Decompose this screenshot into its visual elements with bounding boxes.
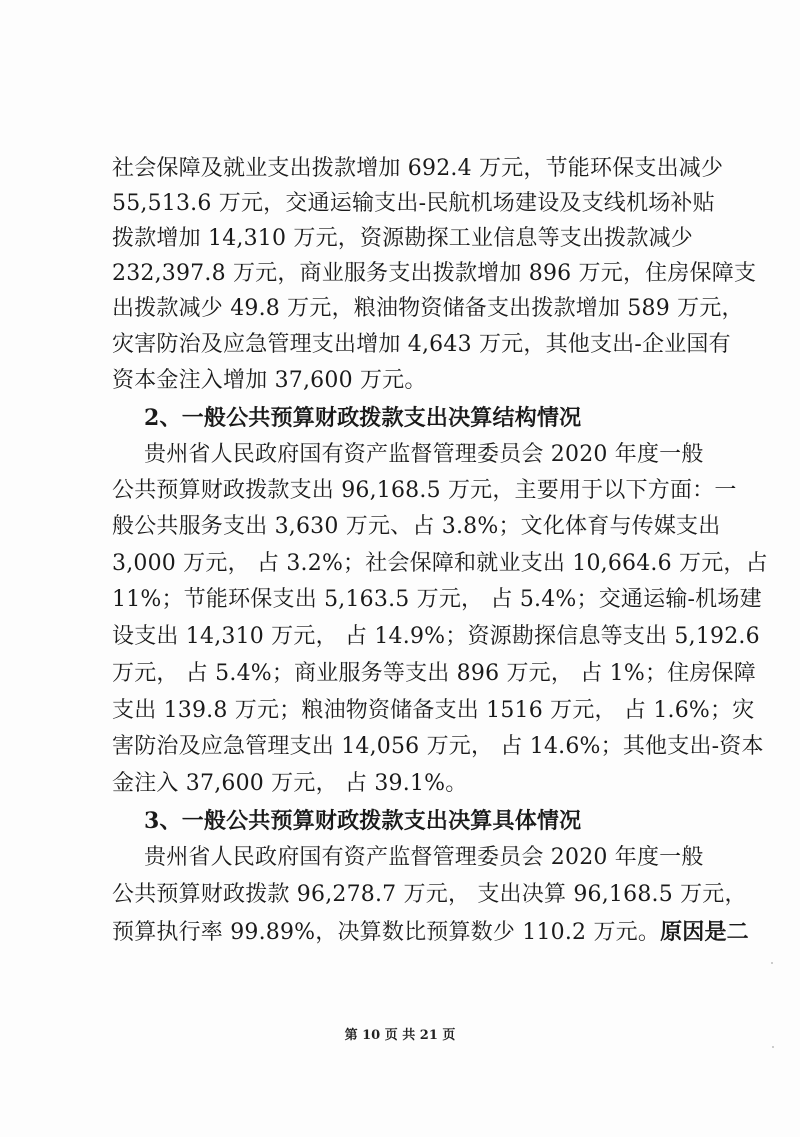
paragraph-line: 万元， 占 5.4%；商业服务等支出 896 万元， 占 1%；住房保障 [112, 661, 756, 686]
paragraph-line: 支出 139.8 万元；粮油物资储备支出 1516 万元， 占 1.6%；灾 [112, 698, 755, 723]
paragraph-line: 金注入 37,600 万元， 占 39.1%。 [112, 771, 468, 796]
paragraph-line: 出拨款减少 49.8 万元，粮油物资储备支出拨款增加 589 万元， [112, 296, 744, 321]
paragraph-line: 社会保障及就业支出拨款增加 692.4 万元，节能环保支出减少 [112, 156, 724, 181]
paragraph-line: 般公共服务支出 3,630 万元、占 3.8%；文化体育与传媒支出 [112, 514, 721, 539]
paragraph-line: 公共预算财政拨款 96,278.7 万元， 支出决算 96,168.5 万元， [112, 882, 747, 907]
page-footer: 第 10 页 共 21 页 [344, 1028, 456, 1043]
paragraph-line: 资本金注入增加 37,600 万元。 [112, 368, 427, 393]
paragraph-line: 3,000 万元， 占 3.2%；社会保障和就业支出 10,664.6 万元，占 [112, 551, 768, 576]
paragraph-text: 预算执行率 99.89%，决算数比预算数少 110.2 万元。 [112, 920, 661, 945]
scan-speck [771, 962, 773, 964]
paragraph-line: 贵州省人民政府国有资产监督管理委员会 2020 年度一般 [144, 845, 704, 870]
paragraph-line: 拨款增加 14,310 万元，资源勘探工业信息等支出拨款减少 [112, 226, 693, 251]
paragraph-line: 232,397.8 万元，商业服务支出拨款增加 896 万元，住房保障支 [112, 261, 757, 286]
paragraph-line: 灾害防治及应急管理支出增加 4,643 万元，其他支出-企业国有 [112, 332, 731, 357]
paragraph-line: 贵州省人民政府国有资产监督管理委员会 2020 年度一般 [144, 442, 704, 467]
paragraph-line: 害防治及应急管理支出 14,056 万元， 占 14.6%；其他支出-资本 [112, 734, 764, 759]
section-heading: 2、一般公共预算财政拨款支出决算结构情况 [144, 405, 582, 431]
paragraph-line: 55,513.6 万元，交通运输支出-民航机场建设及支线机场补贴 [112, 191, 715, 216]
paragraph-line: 设支出 14,310 万元， 占 14.9%；资源勘探信息等支出 5,192.6 [112, 624, 760, 649]
paragraph-line: 11%；节能环保支出 5,163.5 万元， 占 5.4%；交通运输-机场建 [112, 587, 762, 612]
paragraph-line [112, 917, 749, 948]
paragraph-bold-text: 原因是二 [660, 919, 749, 945]
scan-speck [772, 1046, 774, 1048]
paragraph-line: 公共预算财政拨款支出 96,168.5 万元，主要用于以下方面：一 [112, 478, 737, 503]
section-heading: 3、一般公共预算财政拨款支出决算具体情况 [144, 808, 582, 834]
